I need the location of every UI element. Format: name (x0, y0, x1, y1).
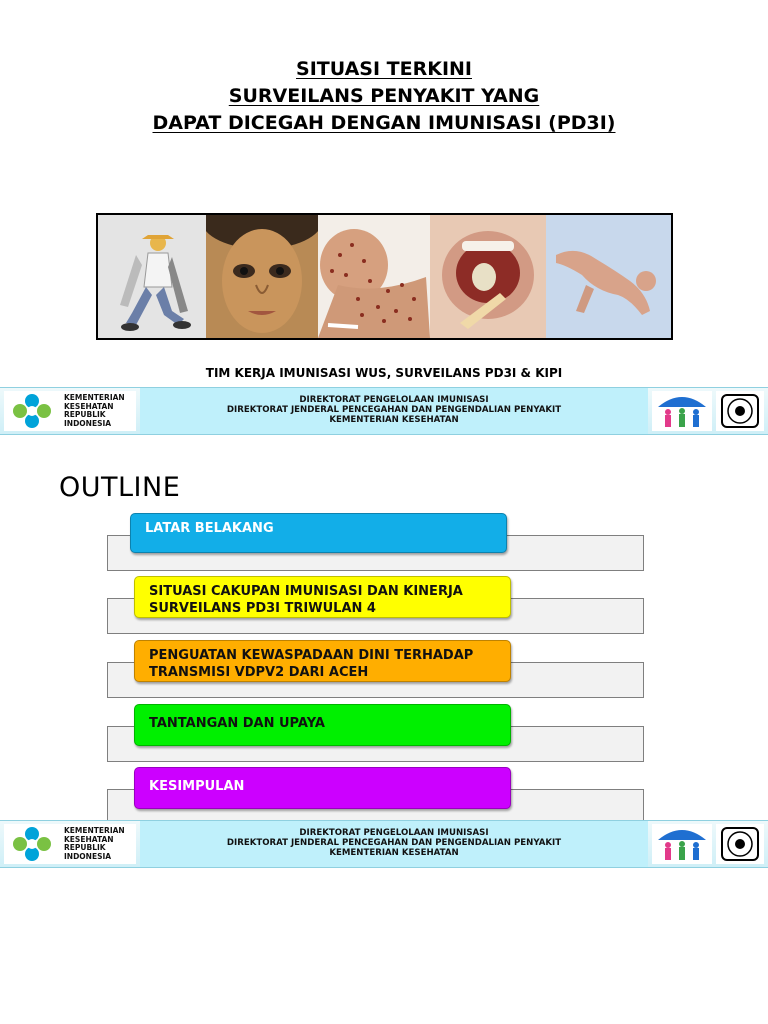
immunization-family-logo (652, 391, 712, 431)
surveilans-seal-icon (720, 826, 760, 862)
outline-item-4 (107, 704, 645, 764)
diphtheria-child-photo (206, 215, 318, 338)
title-line-2: SURVEILANS PENYAKIT YANG (228, 85, 540, 107)
team-name: TIM KERJA IMUNISASI WUS, SURVEILANS PD3I & KIPI (205, 366, 563, 380)
umbrella-family-icon (652, 391, 712, 431)
outline-item-2 (107, 576, 645, 636)
outline-item-label: LATAR BELAKANG (130, 513, 507, 553)
footer-directorate-text: DIREKTORAT PENGELOLAAN IMUNISASI DIREKTORAT JENDERAL PENCEGAHAN DAN PENGENDALIAN PENYAKIT KEMENTERIAN KESEHATAN (140, 388, 648, 434)
umbrella-family-icon (652, 824, 712, 864)
outline-item-5 (107, 767, 645, 827)
outline-item-label: SITUASI CAKUPAN IMUNISASI DAN KINERJA SURVEILANS PD3I TRIWULAN 4 (134, 576, 511, 618)
surveilans-seal-icon (720, 393, 760, 429)
disease-photo-strip (96, 213, 673, 340)
kemkes-logo-icon (4, 392, 62, 430)
kemkes-wordmark: KEMENTERIAN KESEHATAN REPUBLIK INDONESIA (64, 393, 125, 428)
surveilans-logo (716, 824, 764, 864)
outline-item-3 (107, 640, 645, 700)
ministry-footer-bar (0, 820, 768, 868)
kemkes-logo-block (4, 391, 136, 431)
outline-item-label: KESIMPULAN (134, 767, 511, 809)
ministry-footer-bar (0, 387, 768, 435)
outline-item-label: PENGUATAN KEWASPADAAN DINI TERHADAP TRANSMISI VDPV2 DARI ACEH (134, 640, 511, 682)
outline-item-1 (107, 513, 645, 573)
measles-infant-photo (318, 215, 430, 338)
tetanus-infant-photo (546, 215, 671, 338)
slide-title (0, 56, 768, 137)
footer-directorate-text: DIREKTORAT PENGELOLAAN IMUNISASI DIREKTORAT JENDERAL PENCEGAHAN DAN PENGENDALIAN PENYAKIT KEMENTERIAN KESEHATAN (140, 821, 648, 867)
surveilans-logo (716, 391, 764, 431)
immunization-family-logo (652, 824, 712, 864)
title-line-3: DAPAT DICEGAH DENGAN IMUNISASI (PD3I) (152, 112, 616, 134)
kemkes-logo-block (4, 824, 136, 864)
polio-child-photo (98, 215, 206, 338)
outline-item-label: TANTANGAN DAN UPAYA (134, 704, 511, 746)
title-line-1: SITUASI TERKINI (296, 58, 472, 80)
outline-heading: OUTLINE (59, 472, 181, 503)
diphtheria-throat-photo (430, 215, 546, 338)
kemkes-wordmark: KEMENTERIAN KESEHATAN REPUBLIK INDONESIA (64, 826, 125, 861)
kemkes-logo-icon (4, 825, 62, 863)
